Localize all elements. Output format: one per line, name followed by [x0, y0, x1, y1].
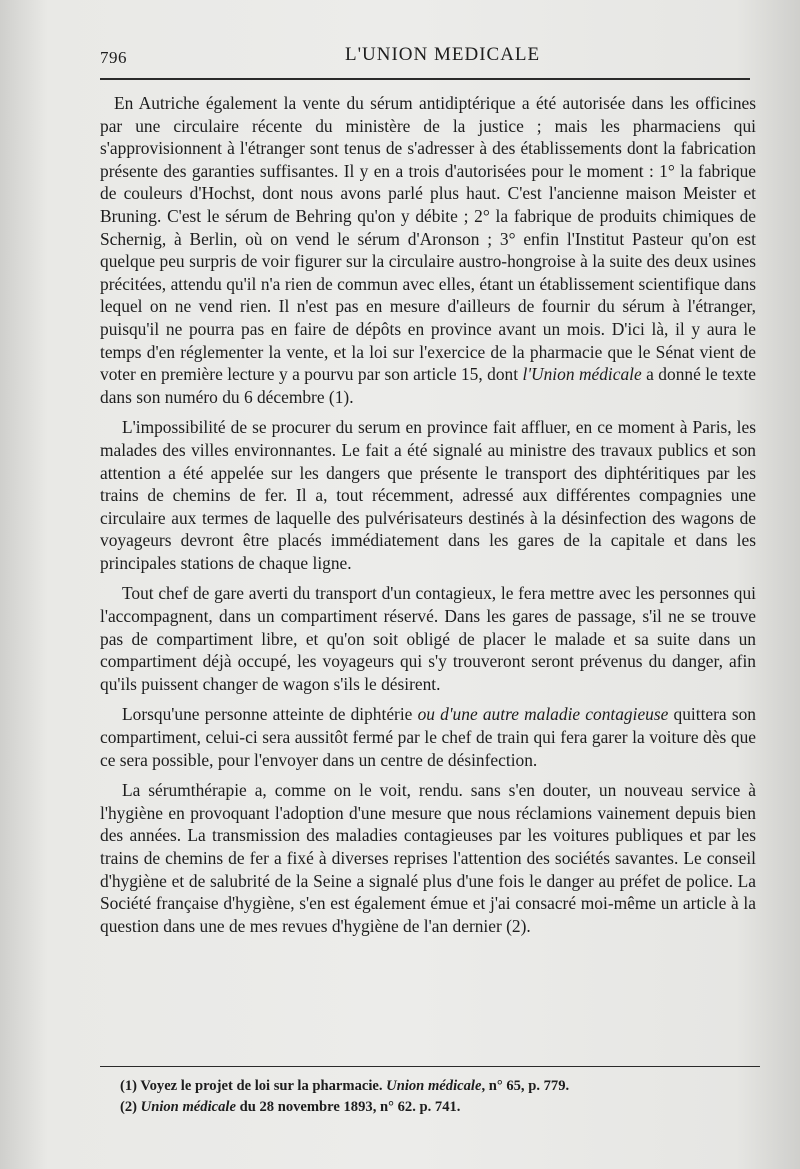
footnote-text-end: , n° 65, p. 779.: [481, 1078, 570, 1094]
footnote-rule: [100, 1066, 760, 1067]
footnote-text-end: du 28 novembre 1893, n° 62. p. 741.: [235, 1099, 461, 1115]
paragraph-text-end: a donné le texte dans son numéro du 6 décembre (1).: [100, 364, 756, 407]
paragraph-disinfection: [100, 703, 756, 771]
paragraph-province: L'impossibilité de se procurer du serum en province fait affluer, en ce moment à Paris, les malades des villes environnantes. Le fait a été signalé au ministre des travaux publics et son attention a été appelée sur les dangers que présente le transport des diphtéritiques par les trains de chemins de fer. Il a, tout récemment, adressé aux différentes compagnies une circulaire aux termes de laquelle des pulvérisateurs destinés à la désinfection des wagons de voyageurs devront être placés immédiatement dans les gares de la capitale et dans les principales stations de chaque ligne.: [100, 417, 756, 573]
paragraph-austria: [100, 92, 756, 408]
paragraph-station-chief: Tout chef de gare averti du transport d'un contagieux, le fera mettre avec les personnes qui l'accompagnent, dans un compartiment réservé. Dans les gares de passage, s'il ne se trouve pas de compartiment libre, et qu'on soit obligé de placer le malade et sa suite dans un compartiment déjà occupé, les voyageurs qui s'y trouveront seront prévenus du danger, afin qu'ils puissent changer de wagon s'ils le désirent.: [100, 583, 756, 694]
footnotes: [120, 1076, 740, 1118]
footnote-text: (2): [120, 1099, 141, 1115]
paragraph-text: Lorsqu'une personne atteinte de diphtérie: [122, 704, 418, 725]
page-header: [100, 40, 750, 78]
footnote-text: (1) Voyez le projet de loi sur la pharmacie.: [120, 1078, 387, 1094]
footnote-journal-italic: Union médicale: [386, 1078, 482, 1094]
paragraph-text: En Autriche également la vente du sérum antidiptérique a été autorisée dans les officines par une circulaire récente du ministère de la justice ; mais les pharmaciens qui s'approvisionnent à l'étranger sont tenus de s'adresser à des établissements dont la fabrication présente des garanties suffisantes. Il y en a trois d'autorisées pour le moment : 1° la fabrique de couleurs d'Hochst, dont nous avons parlé plus haut. C'est l'ancienne maison Meister et Bruning. C'est le sérum de Behring qu'on y débite ; 2° la fabrique de produits chimiques de Schernig, à Berlin, où on vend le sérum d'Aronson ; 3° enfin l'Institut Pasteur qu'on est quelque peu surpris de voir figurer sur la circulaire austro-hongroise à la suite des deux usines précitées, attendu qu'il n'a rien de commun avec elles, étant un établissement scientifique dans lequel on ne vend rien. Il n'est pas en mesure d'ailleurs de fournir du sérum à l'étranger, puisqu'il ne pourra pas en faire de dépôts en province avant un mois. D'ici là, il y aura le temps d'en réglementer la vente, et la loi sur l'exercice de la pharmacie que le Sénat vient de voter en première lecture y a pourvu par son article 15, dont: [100, 93, 756, 385]
paragraph-serumtherapy: La sérumthérapie a, comme on le voit, rendu. sans s'en douter, un nouveau service à l'hygiène en provoquant l'adoption d'une mesure que nous réclamions vainement depuis bien des années. La transmission des maladies contagieuses par les voitures publiques et par les trains de chemins de fer a fixé à diverses reprises l'attention des sociétés savantes. Le conseil d'hygiène et de salubrité de la Seine a signalé plus d'une fois le danger au préfet de police. La Société française d'hygiène, s'en est également émue et j'ai consacré moi-même un article à la question dans une de mes revues d'hygiène de l'an dernier (2).: [100, 780, 756, 936]
footnote-journal-italic: Union médicale: [140, 1099, 236, 1115]
journal-title-italic: l'Union médicale: [522, 364, 642, 385]
page-number: 796: [100, 48, 127, 67]
footnote-2: [120, 1097, 740, 1118]
article-body: [100, 92, 756, 945]
running-title: L'UNION MEDICALE: [345, 44, 541, 65]
footnote-1: [120, 1076, 740, 1097]
italic-phrase: ou d'une autre maladie contagieuse: [417, 704, 669, 725]
header-rule: [100, 78, 750, 80]
paragraph-text-end: quittera son compartiment, celui-ci sera aussitôt fermé par le chef de train qui fera garer la voiture dès que ce sera possible, pour l'envoyer dans un centre de désinfection.: [100, 704, 756, 770]
